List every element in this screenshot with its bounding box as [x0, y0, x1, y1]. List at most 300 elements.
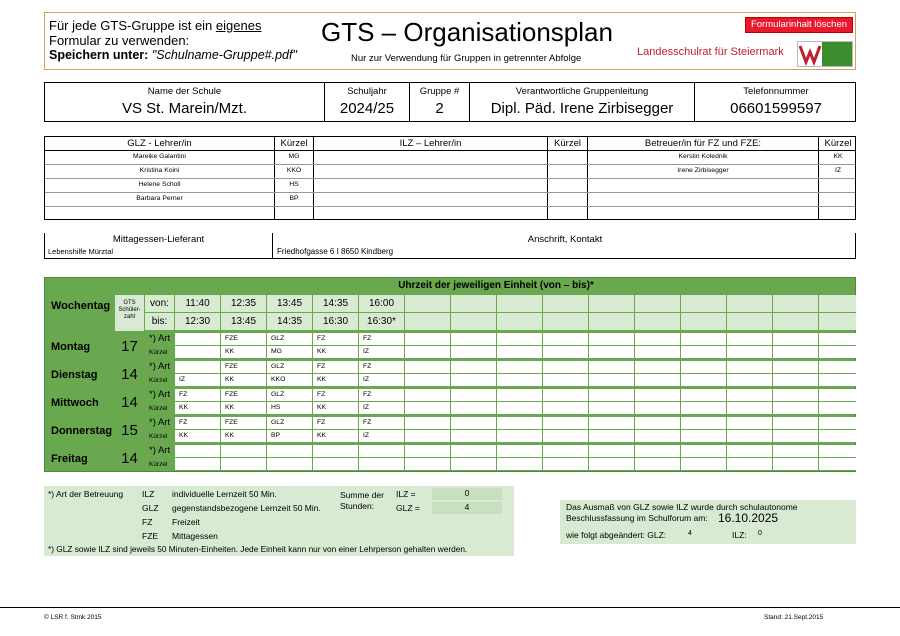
instruction-line-2: Formular zu verwenden: — [49, 33, 190, 48]
decision-line-1: Das Ausmaß von GLZ sowie ILZ wurde durch schulautonome — [566, 502, 798, 512]
staff-short-cell[interactable] — [727, 430, 772, 442]
staff-short-cell[interactable] — [359, 458, 404, 470]
sum-glz-field[interactable]: 4 — [432, 502, 502, 514]
care-type-cell[interactable] — [543, 389, 588, 401]
legend-desc-ilz: individuelle Lernzeit 50 Min. — [172, 489, 277, 499]
care-type-cell[interactable] — [221, 361, 266, 373]
staff-short-text: IZ — [363, 348, 370, 355]
staff-short-text: KK — [317, 348, 327, 355]
art-row-label: *) Art — [149, 333, 171, 344]
care-type-text: FZ — [363, 419, 372, 426]
care-type-cell[interactable] — [221, 417, 266, 429]
staff-short-cell[interactable] — [727, 402, 772, 414]
ilz-short-header: Kürzel — [554, 138, 581, 149]
staff-short-cell[interactable] — [451, 374, 496, 386]
phone-field[interactable]: 06601599597 — [730, 100, 822, 117]
sum-ilz-label: ILZ = — [396, 489, 416, 499]
care-type-cell[interactable] — [405, 389, 450, 401]
staff-short-cell[interactable] — [635, 458, 680, 470]
care-type-text: FZE — [225, 419, 238, 426]
lunch-contact-field[interactable]: Friedhofgasse 6 I 8650 Kindberg — [277, 247, 394, 256]
care-staff-header: Betreuer/in für FZ und FZE: — [644, 138, 762, 149]
care-type-cell[interactable] — [313, 333, 358, 345]
staff-short-cell[interactable] — [359, 374, 404, 386]
glz-short-cell[interactable]: HS — [289, 181, 299, 188]
care-type-text: FZ — [179, 391, 188, 398]
care-type-cell[interactable] — [773, 445, 818, 457]
staff-short-cell[interactable] — [405, 430, 450, 442]
staff-short-text: KK — [179, 404, 189, 411]
care-type-cell[interactable] — [267, 417, 312, 429]
weekday-montag: Montag — [51, 341, 91, 353]
school-name-field[interactable]: VS St. Marein/Mzt. — [121, 100, 248, 117]
care-type-cell[interactable] — [451, 361, 496, 373]
time-from-cell[interactable]: 11:40 — [175, 295, 220, 312]
care-type-cell[interactable] — [313, 445, 358, 457]
staff-short-cell[interactable] — [819, 374, 856, 386]
staff-short-cell[interactable] — [175, 346, 220, 358]
art-row-label: *) Art — [149, 417, 171, 428]
staff-short-cell[interactable] — [819, 346, 856, 358]
care-type-cell[interactable] — [589, 361, 634, 373]
staff-short-cell[interactable] — [405, 402, 450, 414]
staff-short-cell[interactable] — [681, 458, 726, 470]
care-type-text: FZ — [317, 335, 326, 342]
staff-short-cell[interactable] — [175, 430, 220, 442]
care-type-cell[interactable] — [267, 389, 312, 401]
decision-line-2: Beschlussfassung im Schulforum am: — [566, 513, 708, 523]
student-count-field[interactable]: 14 — [121, 366, 138, 383]
staff-short-text: IZ — [363, 432, 370, 439]
care-short-cell[interactable]: IZ — [834, 167, 842, 174]
staff-short-cell[interactable] — [451, 458, 496, 470]
time-to-cell[interactable] — [635, 313, 680, 330]
staff-short-cell[interactable] — [589, 374, 634, 386]
staff-short-cell[interactable] — [175, 402, 220, 414]
care-type-cell[interactable] — [359, 417, 404, 429]
legend-desc-glz: gegenstandsbezogene Lernzeit 50 Min. — [172, 503, 321, 513]
time-to-cell[interactable]: 16:30 — [313, 313, 358, 330]
legend-box — [44, 486, 514, 556]
care-type-cell[interactable] — [451, 445, 496, 457]
staff-short-cell[interactable] — [773, 346, 818, 358]
staff-short-cell[interactable] — [681, 402, 726, 414]
time-from-cell[interactable] — [635, 295, 680, 312]
sum-glz-label: GLZ = — [396, 503, 420, 513]
student-count-field[interactable]: 15 — [121, 422, 138, 439]
sum-label: Summe der Stunden: — [340, 490, 384, 511]
page-subtitle: Nur zur Verwendung für Gruppen in getrennter Abfolge — [351, 53, 582, 64]
staff-short-cell[interactable] — [727, 346, 772, 358]
time-from-cell[interactable] — [681, 295, 726, 312]
organization-name: Landesschulrat für Steiermark — [637, 46, 784, 58]
glz-short-header: Kürzel — [280, 138, 308, 149]
staff-short-cell[interactable] — [543, 458, 588, 470]
to-label: bis: — [145, 313, 174, 330]
student-count-field[interactable]: 17 — [121, 338, 138, 355]
glz-teacher-cell[interactable]: Mareike Galantini — [133, 153, 186, 160]
logo — [797, 41, 853, 67]
glz-short-cell[interactable]: BP — [289, 195, 299, 202]
staff-short-cell[interactable] — [405, 374, 450, 386]
time-to-cell[interactable] — [589, 313, 634, 330]
care-short-header: Kürzel — [824, 138, 852, 149]
staff-short-cell[interactable] — [497, 402, 542, 414]
student-count-field[interactable]: 14 — [121, 394, 138, 411]
care-staff-cell[interactable]: Irene Zirbisegger — [677, 167, 729, 174]
staff-short-cell[interactable] — [635, 402, 680, 414]
legend-code-ilz: ILZ — [142, 489, 155, 499]
staff-short-cell[interactable] — [267, 374, 312, 386]
staff-short-cell[interactable] — [543, 346, 588, 358]
care-type-cell[interactable] — [359, 333, 404, 345]
staff-short-cell[interactable] — [819, 430, 856, 442]
staff-short-text: IZ — [179, 376, 186, 383]
staff-short-cell[interactable] — [267, 430, 312, 442]
staff-short-cell[interactable] — [313, 402, 358, 414]
staff-short-cell[interactable] — [681, 346, 726, 358]
staff-short-cell[interactable] — [635, 430, 680, 442]
phone-label: Telefonnummer — [743, 86, 809, 97]
staff-short-cell[interactable] — [267, 458, 312, 470]
staff-short-cell[interactable] — [221, 346, 266, 358]
time-from-cell[interactable] — [589, 295, 634, 312]
care-type-cell[interactable] — [635, 417, 680, 429]
care-type-cell[interactable] — [773, 417, 818, 429]
care-type-cell[interactable] — [819, 445, 856, 457]
glz-teacher-header: GLZ - Lehrer/in — [127, 138, 192, 149]
care-type-cell[interactable] — [681, 361, 726, 373]
page-title: GTS – Organisationsplan — [321, 17, 613, 47]
instruction-line-3: Speichern unter: "Schulname-Gruppe#.pdf" — [49, 48, 297, 62]
care-staff-cell[interactable]: Kerstin Kolednik — [678, 153, 728, 160]
staff-short-cell[interactable] — [589, 430, 634, 442]
staff-short-text: KK — [317, 432, 327, 439]
legend-code-fze: FZE — [142, 531, 159, 541]
staff-short-cell[interactable] — [451, 402, 496, 414]
time-from-cell[interactable] — [819, 295, 856, 312]
staff-short-cell[interactable] — [681, 430, 726, 442]
care-type-cell[interactable] — [451, 389, 496, 401]
care-type-cell[interactable] — [497, 389, 542, 401]
decision-ilz-label: ILZ: — [732, 530, 747, 540]
care-type-cell[interactable] — [175, 333, 220, 345]
staff-short-cell[interactable] — [359, 430, 404, 442]
time-from-cell[interactable] — [405, 295, 450, 312]
care-type-cell[interactable] — [221, 389, 266, 401]
legend-code-fz: FZ — [142, 517, 153, 527]
care-type-cell[interactable] — [819, 417, 856, 429]
staff-short-cell[interactable] — [543, 430, 588, 442]
care-type-cell[interactable] — [359, 445, 404, 457]
care-type-cell[interactable] — [543, 445, 588, 457]
glz-teacher-cell[interactable]: Barbara Perner — [136, 195, 183, 202]
staff-short-cell[interactable] — [221, 402, 266, 414]
glz-short-cell[interactable]: MG — [288, 153, 300, 160]
staff-short-cell[interactable] — [497, 346, 542, 358]
logo-mark-icon — [798, 42, 852, 66]
short-row-label: Kürzel — [149, 349, 168, 356]
reset-form-button[interactable]: Formularinhalt löschen — [745, 17, 853, 33]
staff-short-cell[interactable] — [773, 374, 818, 386]
lunch-contact-label: Anschrift, Kontakt — [527, 234, 603, 245]
care-type-cell[interactable] — [819, 389, 856, 401]
care-type-cell[interactable] — [497, 333, 542, 345]
care-type-text: FZ — [317, 419, 326, 426]
staff-short-cell[interactable] — [543, 402, 588, 414]
school-year-label: Schuljahr — [347, 86, 387, 97]
care-type-cell[interactable] — [773, 389, 818, 401]
care-type-text: FZ — [363, 335, 372, 342]
lunch-supplier-label: Mittagessen-Lieferant — [112, 234, 205, 245]
staff-short-text: KKO — [271, 376, 286, 383]
school-info-table — [44, 82, 856, 122]
instruction-line-1: Für jede GTS-Gruppe ist ein eigenes — [49, 18, 262, 33]
short-row-label: Kürzel — [149, 433, 168, 440]
staff-short-cell[interactable] — [405, 346, 450, 358]
staff-short-text: KK — [225, 376, 235, 383]
time-to-cell[interactable] — [497, 313, 542, 330]
school-year-field[interactable]: 2024/25 — [339, 100, 395, 117]
care-type-text: FZE — [225, 363, 238, 370]
care-type-text: FZE — [225, 335, 238, 342]
staff-short-cell[interactable] — [727, 458, 772, 470]
glz-teacher-cell[interactable]: Helene Scholl — [138, 181, 181, 188]
decision-box — [560, 500, 856, 544]
staff-short-text: IZ — [363, 376, 370, 383]
care-type-text: FZ — [179, 419, 188, 426]
time-to-cell[interactable] — [727, 313, 772, 330]
care-type-cell[interactable] — [543, 417, 588, 429]
staff-short-cell[interactable] — [221, 430, 266, 442]
care-type-cell[interactable] — [543, 333, 588, 345]
staff-short-cell[interactable] — [497, 430, 542, 442]
footer-copyright: © LSR f. Stmk 2015 — [44, 614, 102, 621]
staff-short-cell[interactable] — [589, 458, 634, 470]
time-from-cell[interactable]: 14:35 — [313, 295, 358, 312]
staff-short-cell[interactable] — [313, 430, 358, 442]
care-type-cell[interactable] — [681, 333, 726, 345]
footer-divider — [0, 607, 900, 608]
time-from-cell[interactable] — [451, 295, 496, 312]
legend-code-glz: GLZ — [142, 503, 159, 513]
care-type-cell[interactable] — [405, 361, 450, 373]
staff-short-cell[interactable] — [635, 346, 680, 358]
care-type-cell[interactable] — [313, 389, 358, 401]
staff-short-cell[interactable] — [221, 374, 266, 386]
care-type-cell[interactable] — [589, 445, 634, 457]
lunch-section — [44, 233, 856, 259]
care-type-cell[interactable] — [267, 445, 312, 457]
glz-teacher-cell[interactable]: Kristina Koini — [139, 167, 180, 174]
care-type-text: FZ — [317, 391, 326, 398]
care-type-cell[interactable] — [175, 389, 220, 401]
weekday-donnerstag: Donnerstag — [51, 425, 113, 437]
time-to-cell[interactable]: 13:45 — [221, 313, 266, 330]
decision-line-3: wie folgt abgeändert: GLZ: — [566, 530, 667, 540]
care-type-cell[interactable] — [175, 417, 220, 429]
care-type-text: GLZ — [271, 335, 285, 342]
time-to-cell[interactable]: 16:30* — [359, 313, 404, 330]
care-type-cell[interactable] — [727, 389, 772, 401]
care-type-cell[interactable] — [773, 333, 818, 345]
care-type-cell[interactable] — [359, 389, 404, 401]
short-row-label: Kürzel — [149, 377, 168, 384]
staff-short-text: KK — [317, 376, 327, 383]
sum-ilz-field[interactable]: 0 — [432, 488, 502, 500]
staff-short-cell[interactable] — [819, 402, 856, 414]
staff-short-cell[interactable] — [267, 402, 312, 414]
lunch-supplier-field[interactable]: Lebenshilfe Mürztal — [48, 247, 114, 256]
care-type-cell[interactable] — [221, 445, 266, 457]
care-type-cell[interactable] — [635, 445, 680, 457]
staff-short-cell[interactable] — [451, 430, 496, 442]
staff-short-cell[interactable] — [635, 374, 680, 386]
decision-glz-field[interactable]: 4 — [688, 530, 692, 537]
group-label: Gruppe # — [419, 86, 460, 97]
staff-short-cell[interactable] — [543, 374, 588, 386]
time-from-cell[interactable]: 16:00 — [359, 295, 404, 312]
staff-short-cell[interactable] — [313, 346, 358, 358]
staff-short-text: KK — [225, 432, 235, 439]
staff-short-cell[interactable] — [773, 402, 818, 414]
staff-short-cell[interactable] — [681, 374, 726, 386]
staff-short-cell[interactable] — [359, 402, 404, 414]
time-from-cell[interactable]: 12:35 — [221, 295, 266, 312]
decision-date-field[interactable]: 16.10.2025 — [718, 511, 779, 525]
staff-short-text: HS — [271, 404, 281, 411]
legend-desc-fze: Mittagessen — [172, 531, 218, 541]
care-type-cell[interactable] — [681, 389, 726, 401]
care-type-cell[interactable] — [819, 333, 856, 345]
school-name-label: Name der Schule — [147, 86, 222, 97]
care-type-cell[interactable] — [405, 445, 450, 457]
care-type-cell[interactable] — [175, 445, 220, 457]
staff-short-cell[interactable] — [175, 374, 220, 386]
staff-short-cell[interactable] — [497, 374, 542, 386]
care-type-cell[interactable] — [267, 361, 312, 373]
care-type-cell[interactable] — [451, 417, 496, 429]
time-to-cell[interactable]: 14:35 — [267, 313, 312, 330]
staff-short-cell[interactable] — [405, 458, 450, 470]
staff-short-cell[interactable] — [589, 402, 634, 414]
short-row-label: Kürzel — [149, 461, 168, 468]
care-type-cell[interactable] — [313, 417, 358, 429]
staff-short-cell[interactable] — [773, 458, 818, 470]
care-type-cell[interactable] — [451, 333, 496, 345]
care-type-cell[interactable] — [405, 333, 450, 345]
care-short-cell[interactable]: KK — [833, 153, 843, 160]
time-from-cell[interactable] — [773, 295, 818, 312]
time-from-cell[interactable] — [543, 295, 588, 312]
care-type-text: FZ — [317, 363, 326, 370]
student-count-header: GTS Schüler-zahl — [115, 295, 144, 331]
schedule-title: Uhrzeit der jeweiligen Einheit (von – bis)* — [398, 280, 594, 291]
decision-ilz-field[interactable]: 0 — [758, 530, 762, 537]
care-type-cell[interactable] — [497, 361, 542, 373]
care-type-text: GLZ — [271, 363, 285, 370]
time-to-cell[interactable] — [451, 313, 496, 330]
footer-version: Stand: 21.Sept.2015 — [764, 614, 824, 621]
time-to-cell[interactable] — [405, 313, 450, 330]
staff-short-cell[interactable] — [221, 458, 266, 470]
care-type-cell[interactable] — [727, 333, 772, 345]
staff-short-cell[interactable] — [267, 346, 312, 358]
care-type-cell[interactable] — [497, 445, 542, 457]
care-type-cell[interactable] — [635, 389, 680, 401]
schedule-table — [44, 277, 856, 472]
care-type-cell[interactable] — [635, 361, 680, 373]
glz-short-cell[interactable]: KKO — [286, 167, 302, 174]
staff-short-cell[interactable] — [589, 346, 634, 358]
staff-short-cell[interactable] — [773, 430, 818, 442]
care-type-cell[interactable] — [773, 361, 818, 373]
care-type-cell[interactable] — [221, 333, 266, 345]
ilz-teacher-header: ILZ – Lehrer/in — [399, 138, 462, 149]
instruction-emphasis: eigenes — [215, 18, 262, 33]
care-type-cell[interactable] — [681, 445, 726, 457]
time-to-cell[interactable] — [543, 313, 588, 330]
care-type-cell[interactable] — [497, 417, 542, 429]
care-type-cell[interactable] — [313, 361, 358, 373]
time-from-cell[interactable]: 13:45 — [267, 295, 312, 312]
student-count-field[interactable]: 14 — [121, 450, 138, 467]
care-type-text: FZ — [363, 363, 372, 370]
staff-short-cell[interactable] — [359, 346, 404, 358]
time-to-cell[interactable] — [773, 313, 818, 330]
time-to-cell[interactable] — [819, 313, 856, 330]
staff-short-text: KK — [225, 404, 235, 411]
care-type-cell[interactable] — [589, 333, 634, 345]
staff-short-cell[interactable] — [451, 346, 496, 358]
care-type-text: GLZ — [271, 391, 285, 398]
time-to-cell[interactable]: 12:30 — [175, 313, 220, 330]
weekday-freitag: Freitag — [51, 453, 88, 465]
care-type-cell[interactable] — [727, 445, 772, 457]
time-to-cell[interactable] — [681, 313, 726, 330]
care-type-text: GLZ — [271, 419, 285, 426]
group-lead-field[interactable]: Dipl. Päd. Irene Zirbisegger — [490, 100, 674, 117]
care-type-cell[interactable] — [819, 361, 856, 373]
care-type-cell[interactable] — [405, 417, 450, 429]
care-type-cell[interactable] — [589, 417, 634, 429]
staff-short-cell[interactable] — [497, 458, 542, 470]
care-type-cell[interactable] — [727, 417, 772, 429]
staff-short-cell[interactable] — [819, 458, 856, 470]
time-from-cell[interactable] — [497, 295, 542, 312]
staff-short-text: KK — [317, 404, 327, 411]
group-field[interactable]: 2 — [435, 100, 444, 117]
art-row-label: *) Art — [149, 361, 171, 372]
weekday-header: Wochentag — [51, 300, 111, 312]
care-type-cell[interactable] — [543, 361, 588, 373]
staff-short-cell[interactable] — [175, 458, 220, 470]
care-type-cell[interactable] — [727, 361, 772, 373]
care-type-cell[interactable] — [175, 361, 220, 373]
care-type-cell[interactable] — [589, 389, 634, 401]
time-from-cell[interactable] — [727, 295, 772, 312]
care-type-cell[interactable] — [359, 361, 404, 373]
care-type-text: FZ — [363, 391, 372, 398]
staff-table — [44, 136, 856, 220]
staff-short-cell[interactable] — [313, 458, 358, 470]
staff-short-cell[interactable] — [727, 374, 772, 386]
care-type-cell[interactable] — [635, 333, 680, 345]
weekday-mittwoch: Mittwoch — [51, 397, 99, 409]
care-type-cell[interactable] — [681, 417, 726, 429]
staff-short-cell[interactable] — [313, 374, 358, 386]
care-type-cell[interactable] — [267, 333, 312, 345]
